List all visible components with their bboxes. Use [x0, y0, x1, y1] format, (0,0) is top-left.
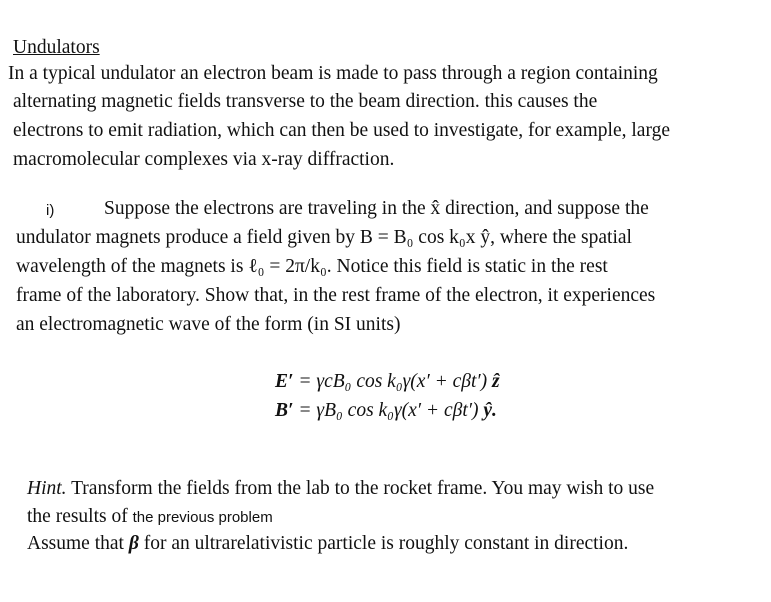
- hint-text: the results of: [27, 506, 133, 527]
- part-line: an electromagnetic wave of the form (in SI units): [16, 314, 401, 335]
- part-line: Suppose the electrons are traveling in the x̂ direction, and suppose the: [104, 198, 649, 219]
- intro-line: electrons to emit radiation, which can then be used to investigate, for example, large: [13, 120, 671, 141]
- part-label: i): [46, 202, 55, 219]
- intro-line: In a typical undulator an electron beam is made to pass through a region containing: [8, 63, 658, 84]
- section-title: Undulators: [13, 37, 100, 58]
- equation-b-field: [275, 400, 497, 422]
- eq-lhs: E′: [275, 371, 294, 392]
- hint-reference: the previous problem: [132, 509, 273, 526]
- hint-text: Assume that: [27, 533, 129, 554]
- part-line: undulator magnets produce a field given by B = B₀ cos k₀x ŷ, where the spatial: [16, 227, 632, 248]
- hint-line: [27, 533, 628, 555]
- hint-text: for an ultrarelativistic particle is roughly constant in direction.: [138, 533, 629, 554]
- hint-line: [27, 478, 654, 500]
- equation-e-field: [275, 371, 500, 393]
- part-line: frame of the laboratory. Show that, in the rest frame of the electron, it experiences: [16, 285, 656, 306]
- hint-line: [27, 506, 273, 529]
- hint-text: Transform the fields from the lab to the rocket frame. You may wish to use: [66, 478, 655, 499]
- eq-unit-vector: ŷ.: [483, 400, 497, 421]
- intro-line: macromolecular complexes via x-ray diffraction.: [13, 149, 395, 170]
- intro-line: alternating magnetic fields transverse to the beam direction. this causes the: [13, 91, 598, 112]
- hint-label: Hint.: [27, 478, 67, 499]
- eq-rhs: = γcB₀ cos k₀γ(x′ + cβt′): [293, 371, 493, 392]
- part-line: wavelength of the magnets is ℓ₀ = 2π/k₀. Notice this field is static in the rest: [16, 256, 608, 277]
- beta-symbol: β: [128, 533, 139, 554]
- eq-rhs: = γB₀ cos k₀γ(x′ + cβt′): [293, 400, 484, 421]
- eq-lhs: B′: [275, 400, 294, 421]
- eq-unit-vector: ẑ: [492, 371, 500, 392]
